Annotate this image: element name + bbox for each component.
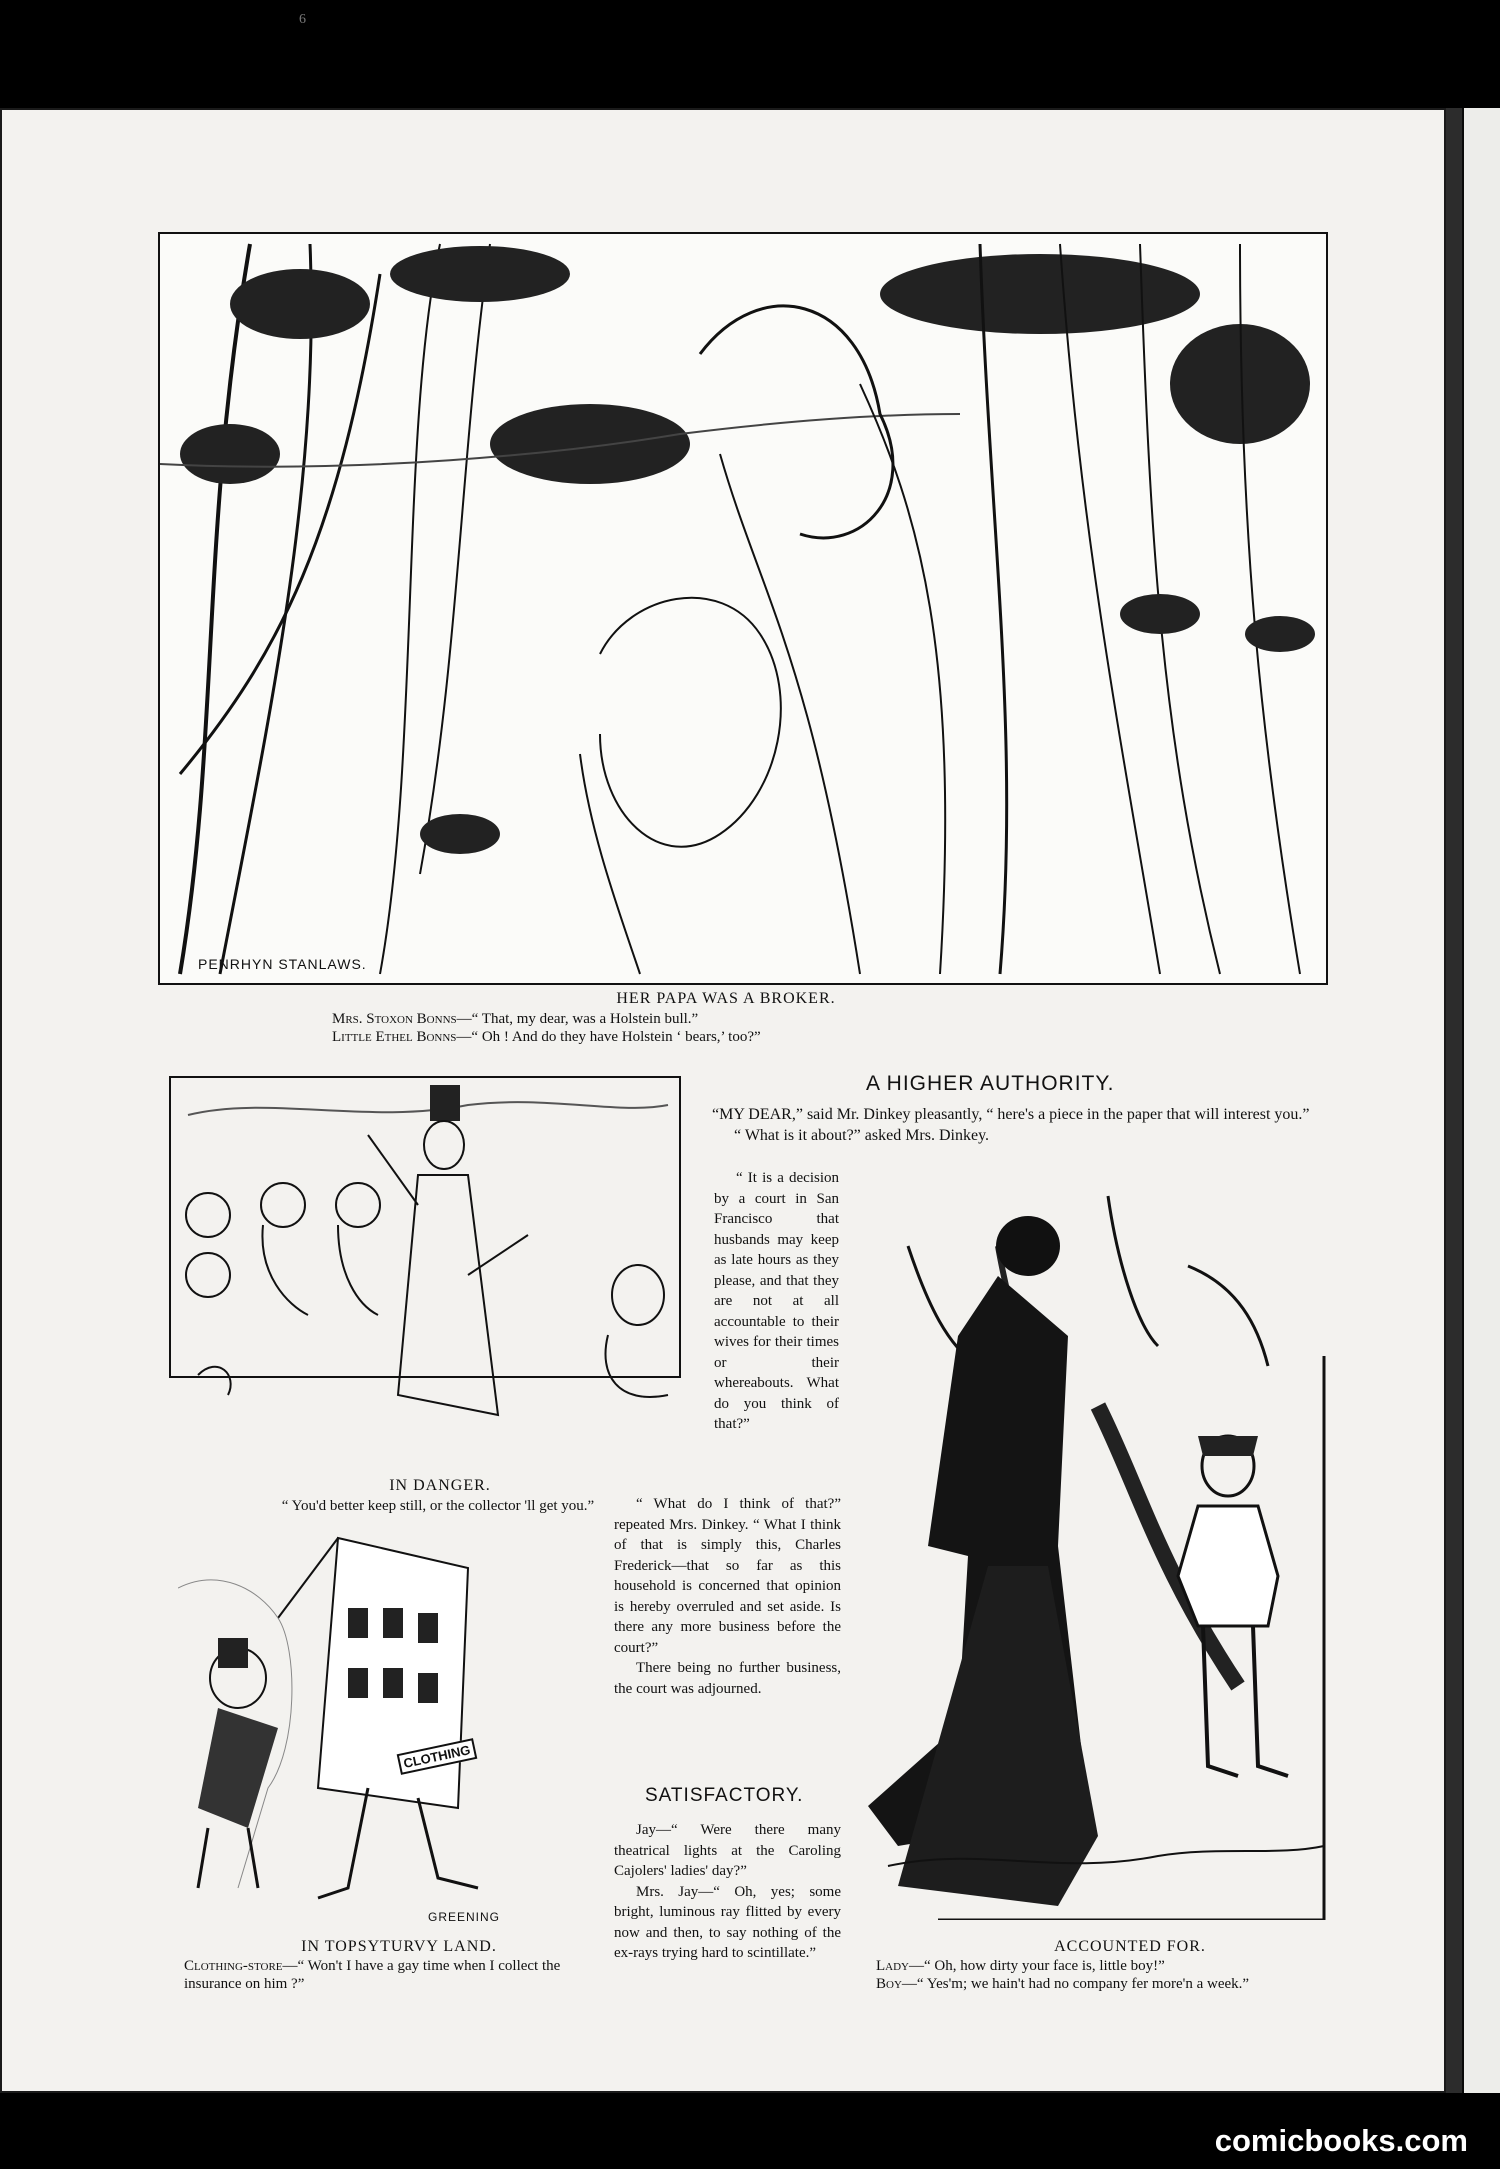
satisfactory-para-1: Jay—“ Were there many theatrical lights at the Caroling Cajolers' ladies' day?” [614,1822,841,1879]
in-danger-illustration [168,1075,682,1469]
higher-authority-para-1: “MY DEAR,” said Mr. Dinkey pleasantly, “ here's a piece in the paper that will interest you.” [712,1106,1310,1123]
page-gutter [1446,108,1462,2093]
speaker-lady: Lady [876,1958,909,1974]
higher-authority-continued [614,1494,841,1699]
topsyturvy-caption [184,1957,604,1993]
topsyturvy-title: IN TOPSYTURVY LAND. [301,1938,497,1955]
higher-authority-para-2: “ What is it about?” asked Mrs. Dinkey. [734,1127,990,1144]
line-2-text: —“ Oh ! And do they have Holstein ‘ bears,’ too?” [456,1029,761,1045]
broker-cartoon-illustration [158,232,1328,985]
broker-cartoon-title: HER PAPA WAS A BROKER. [616,990,836,1007]
topsyturvy-illustration [178,1528,584,1926]
topsyturvy-caption-text: —“ Won't I have a gay time when I collect the insurance on him ?” [184,1958,561,1992]
accounted-for-line-2 [876,1975,1356,1993]
broker-cartoon-dialogue [332,1010,1124,1046]
in-danger-title: IN DANGER. [389,1477,491,1494]
topsyturvy-signature: GREENING [428,1910,501,1924]
satisfactory-para-2: Mrs. Jay—“ Oh, yes; some bright, luminous ray flitted by every now and then, to say nothing of the ex-rays trying hard to scintillate.” [614,1883,841,1961]
accounted-for-title: ACCOUNTED FOR. [1054,1938,1206,1955]
clothing-sign: CLOTHING [397,1738,478,1775]
accounted-for-drawing [858,1186,1328,1920]
speaker-little-ethel-bonns: Little Ethel Bonns [332,1029,457,1045]
broker-cartoon-signature: PENRHYN STANLAWS. [198,956,367,972]
broker-line-2 [332,1028,1124,1046]
in-danger-caption: “ You'd better keep still, or the collector 'll get you.” [281,1498,595,1514]
accounted-line-1-text: —“ Oh, how dirty your face is, little boy!” [909,1958,1165,1974]
page-corner-mark: 6 [299,12,306,27]
speaker-clothing-store: Clothing-store [184,1958,283,1974]
accounted-for-dialogue [876,1957,1356,1993]
higher-authority-column [714,1168,839,1435]
speaker-boy: Boy [876,1976,902,1992]
speaker-mrs-stoxon-bonns: Mrs. Stoxon Bonns [332,1011,457,1027]
line-1-text: —“ That, my dear, was a Holstein bull.” [456,1011,699,1027]
higher-authority-heading: A HIGHER AUTHORITY. [866,1072,1115,1095]
higher-authority-para-3: “ It is a decision by a court in San Francisco that husbands may keep as late hours as they please, and that they are not at all accountable to their wives for their times or their whereabouts. What do you think of that?” [714,1170,839,1432]
satisfactory-text [614,1820,841,1964]
accounted-for-line-1 [876,1957,1356,1975]
in-danger-drawing [168,1075,682,1469]
higher-authority-para-5: There being no further business, the court was adjourned. [614,1660,841,1697]
higher-authority-para-4: “ What do I think of that?” repeated Mrs. Dinkey. “ What I think of that is simply this, Charles Frederick—that so far as this household is concerned that opinion is hereby overruled and set aside. Is there any more business before the court?” [614,1496,841,1656]
adjacent-page-edge [1462,108,1500,2093]
higher-authority-intro [712,1104,1324,1146]
site-watermark: comicbooks.com [1214,2123,1468,2158]
accounted-for-illustration [858,1186,1328,1920]
satisfactory-heading: SATISFACTORY. [645,1785,804,1806]
broker-line-1 [332,1010,1124,1028]
accounted-line-2-text: —“ Yes'm; we hain't had no company fer more'n a week.” [901,1976,1250,1992]
topsyturvy-drawing [178,1528,584,1926]
broker-cartoon-drawing [160,234,1326,983]
